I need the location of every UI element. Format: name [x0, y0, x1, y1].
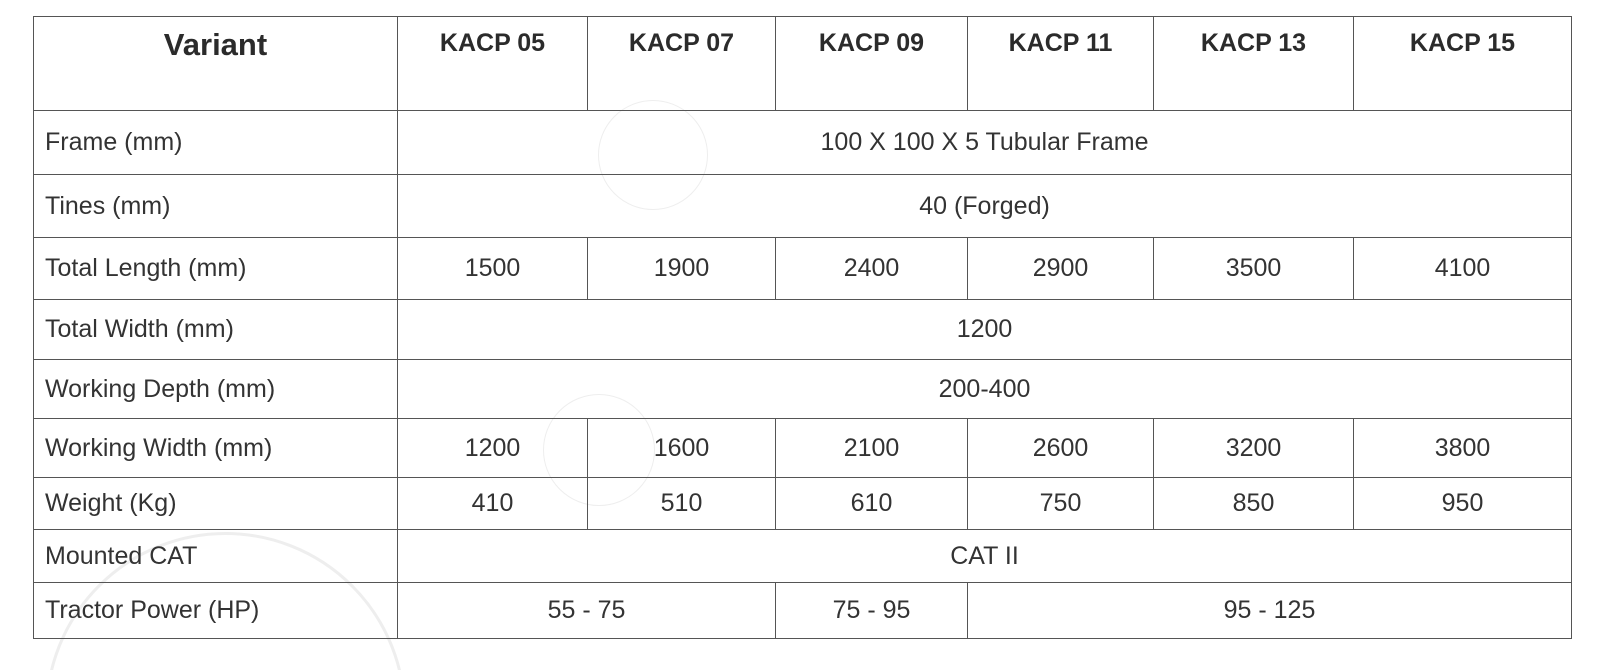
model-header-kacp-05: KACP 05 [398, 17, 588, 111]
working-depth-value: 200-400 [398, 360, 1572, 419]
table-row-mounted-cat [34, 530, 1572, 583]
table-cell: 1200 [398, 419, 588, 478]
tines-value: 40 (Forged) [398, 175, 1572, 238]
table-cell: 1500 [398, 238, 588, 300]
table-cell: 950 [1354, 478, 1572, 530]
row-label: Tines (mm) [34, 175, 398, 238]
table-row-working-depth [34, 360, 1572, 419]
model-header-kacp-11: KACP 11 [968, 17, 1154, 111]
table-cell: 610 [776, 478, 968, 530]
table-cell: 1600 [588, 419, 776, 478]
table-row-total-width [34, 300, 1572, 360]
table-cell: 510 [588, 478, 776, 530]
total-width-value: 1200 [398, 300, 1572, 360]
table-row-weight [34, 478, 1572, 530]
header-row [34, 17, 1572, 111]
table-cell: 2900 [968, 238, 1154, 300]
table-cell: 55 - 75 [398, 583, 776, 639]
table-cell: 3800 [1354, 419, 1572, 478]
row-label: Mounted CAT [34, 530, 398, 583]
row-label: Total Length (mm) [34, 238, 398, 300]
table-cell: 95 - 125 [968, 583, 1572, 639]
table-cell: 4100 [1354, 238, 1572, 300]
model-header-kacp-15: KACP 15 [1354, 17, 1572, 111]
model-header-kacp-07: KACP 07 [588, 17, 776, 111]
table-cell: 3500 [1154, 238, 1354, 300]
table-cell: 3200 [1154, 419, 1354, 478]
row-label: Working Depth (mm) [34, 360, 398, 419]
table-cell: 410 [398, 478, 588, 530]
table-row-total-length [34, 238, 1572, 300]
row-label: Frame (mm) [34, 111, 398, 175]
table-cell: 2600 [968, 419, 1154, 478]
row-label: Weight (Kg) [34, 478, 398, 530]
variant-header: Variant [34, 17, 398, 111]
row-label: Working Width (mm) [34, 419, 398, 478]
row-label: Total Width (mm) [34, 300, 398, 360]
frame-value: 100 X 100 X 5 Tubular Frame [398, 111, 1572, 175]
model-header-kacp-09: KACP 09 [776, 17, 968, 111]
table-cell: 2400 [776, 238, 968, 300]
table-row-working-width [34, 419, 1572, 478]
table-cell: 75 - 95 [776, 583, 968, 639]
row-label: Tractor Power (HP) [34, 583, 398, 639]
table-row-frame [34, 111, 1572, 175]
specification-table [33, 16, 1572, 639]
table-row-tines [34, 175, 1572, 238]
table-row-tractor-power [34, 583, 1572, 639]
model-header-kacp-13: KACP 13 [1154, 17, 1354, 111]
table-cell: 750 [968, 478, 1154, 530]
mounted-cat-value: CAT II [398, 530, 1572, 583]
table-cell: 850 [1154, 478, 1354, 530]
table-cell: 2100 [776, 419, 968, 478]
table-cell: 1900 [588, 238, 776, 300]
